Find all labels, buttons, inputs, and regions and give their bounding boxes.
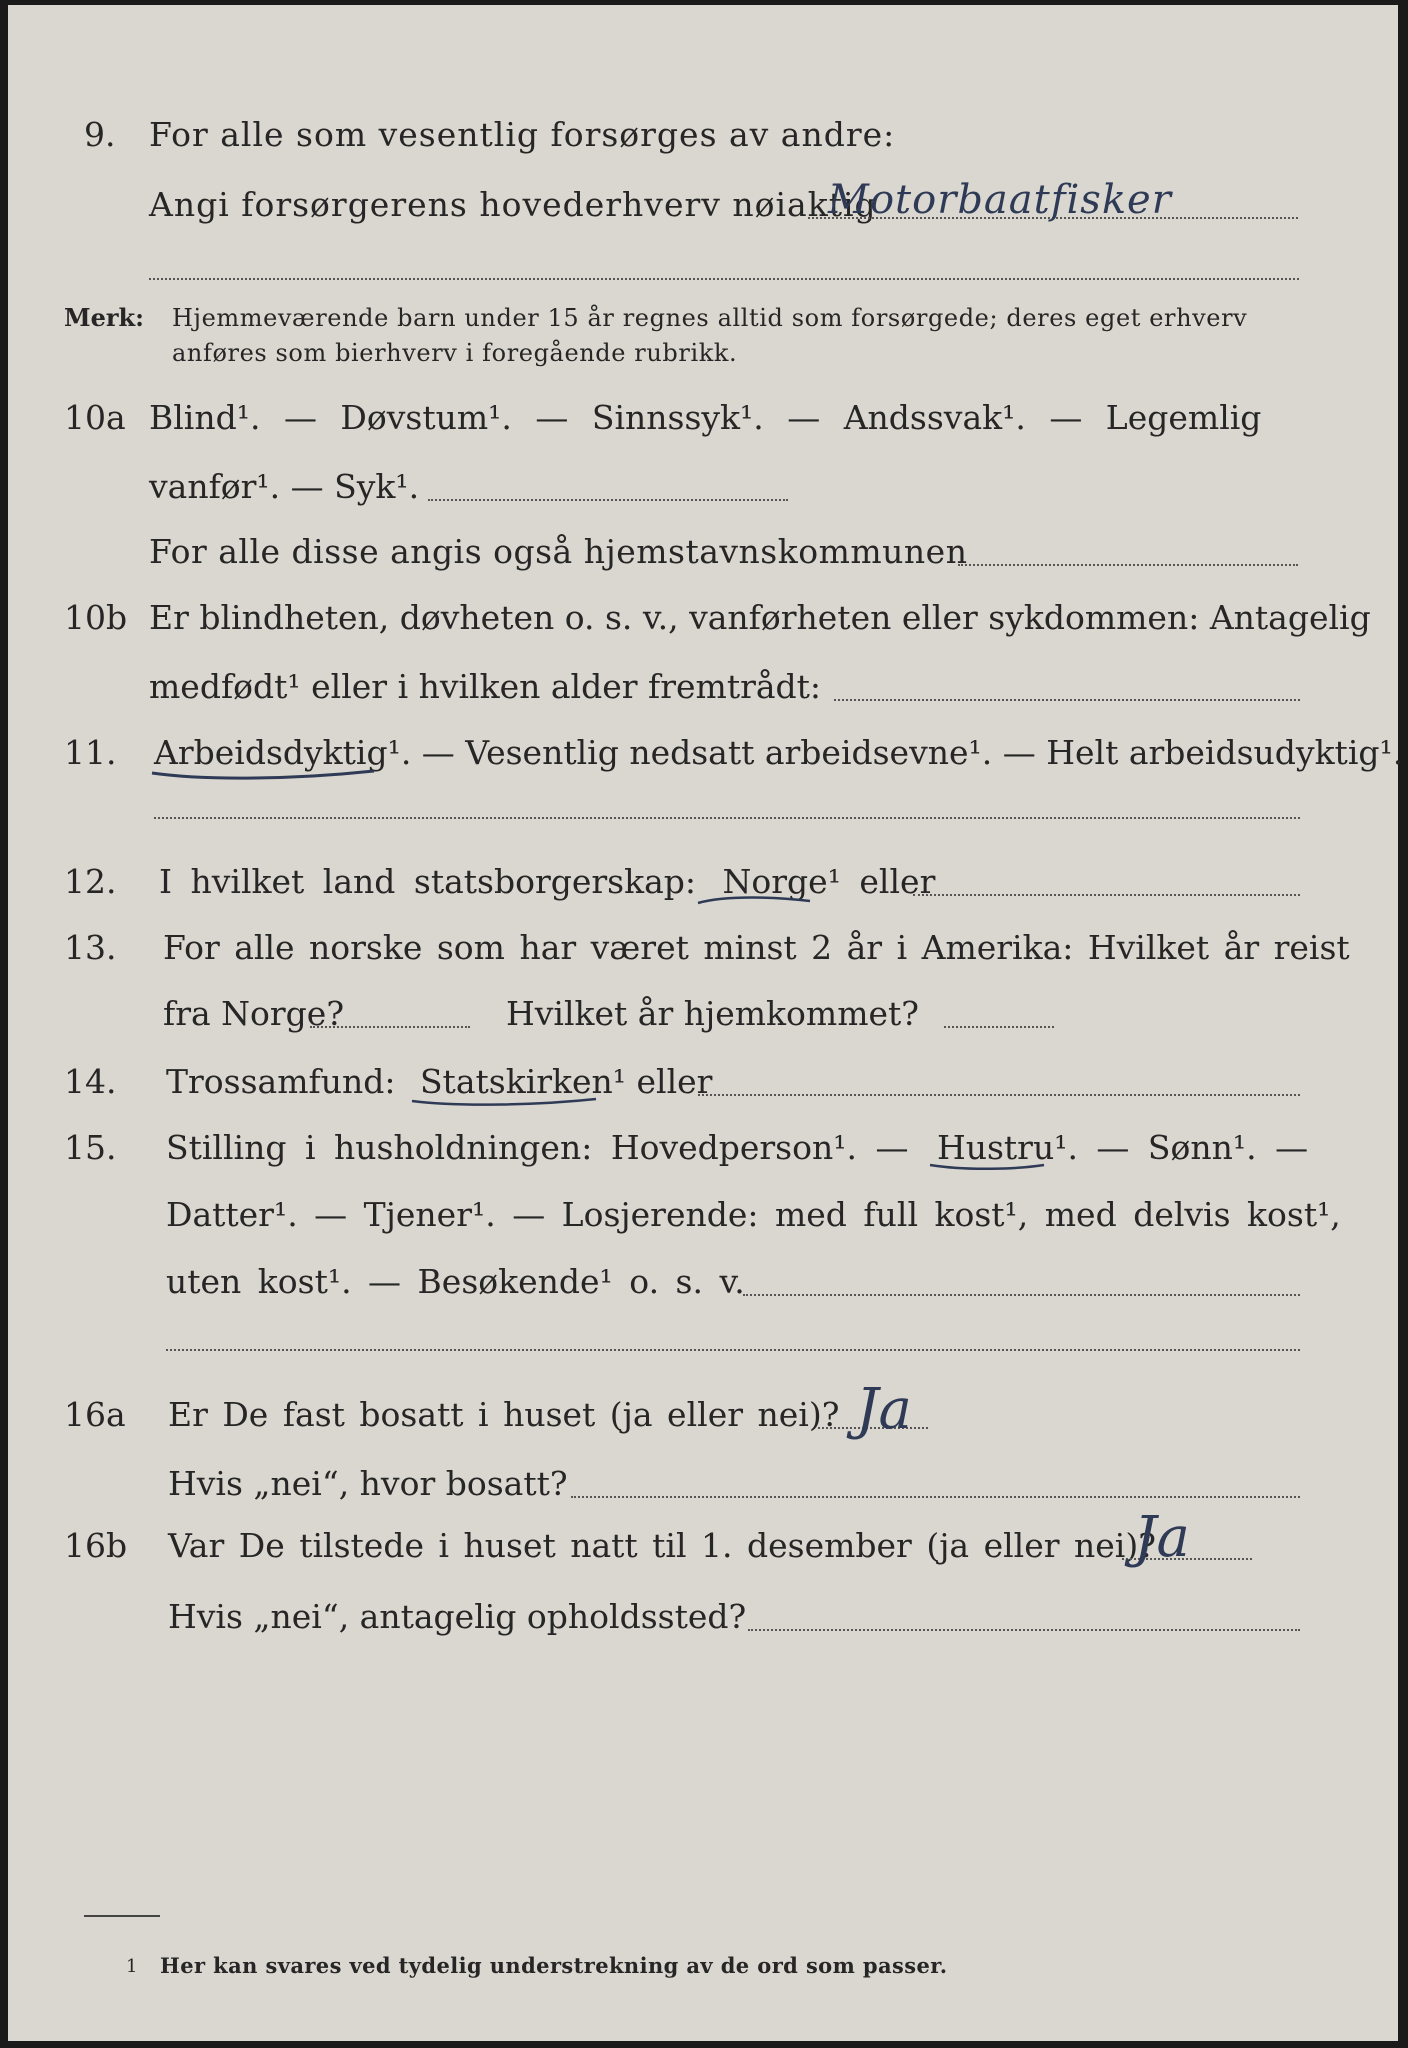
q9-answer: Motorbaatfisker bbox=[828, 177, 1172, 223]
q10a-hometown-line bbox=[958, 564, 1298, 566]
q13-line1: For alle norske som har været minst 2 år i Amerika: Hvilket år reist bbox=[163, 928, 1350, 967]
q15-answer-line bbox=[743, 1294, 1300, 1296]
q16b-number: 16b bbox=[64, 1526, 128, 1565]
q12-underline-mark bbox=[696, 893, 814, 909]
q14-underline-mark bbox=[410, 1093, 600, 1109]
q16b-line2: Hvis „nei“, antagelig opholdssted? bbox=[168, 1597, 747, 1636]
q12-option-norge: Norge bbox=[722, 862, 828, 901]
q13-return-line bbox=[944, 1026, 1054, 1028]
q10a-answer-line bbox=[428, 499, 788, 501]
q16b-whereabouts-line bbox=[748, 1629, 1300, 1631]
q12-number: 12. bbox=[64, 862, 117, 901]
q14-option-statskirken: Statskirken bbox=[419, 1062, 613, 1101]
q9-extra-line bbox=[149, 278, 1299, 280]
q12-answer-line bbox=[913, 894, 1300, 896]
q11-answer-line bbox=[154, 817, 1300, 819]
q11-option-arbeidsdyktig: Arbeidsdyktig¹ bbox=[154, 733, 401, 772]
q15-line1 bbox=[166, 1128, 1308, 1168]
footnote-text: Her kan svares ved tydelig understrekning av de ord som passer. bbox=[160, 1953, 948, 1978]
q10a-line1: Blind¹. — Døvstum¹. — Sinnssyk¹. — Andssvak¹. — Legemlig bbox=[149, 398, 1262, 437]
q15-underline-mark bbox=[928, 1159, 1048, 1175]
q15-extra-line bbox=[166, 1349, 1300, 1351]
q13-departure-line bbox=[310, 1026, 470, 1028]
q16a-line2: Hvis „nei“, hvor bosatt? bbox=[168, 1464, 568, 1503]
q12-text bbox=[159, 862, 935, 902]
q9-line2: Angi forsørgerens hovederhverv nøiaktig bbox=[149, 185, 877, 224]
form-page bbox=[8, 5, 1404, 2041]
footnote-mark: 1 bbox=[126, 1956, 138, 1977]
q13-number: 13. bbox=[64, 928, 117, 967]
q10a-number: 10a bbox=[64, 398, 126, 437]
q16b-answer: Ja bbox=[1134, 1505, 1190, 1570]
q10a-line3: For alle disse angis også hjemstavnskommunen bbox=[149, 532, 968, 571]
q12-post: ¹ eller bbox=[827, 862, 936, 901]
q14-answer-line bbox=[698, 1094, 1300, 1096]
q10b-line1: Er blindheten, døvheten o. s. v., vanførheten eller sykdommen: Antagelig bbox=[149, 598, 1371, 637]
q15-line1a: Stilling i husholdningen: Hovedperson¹. — bbox=[166, 1128, 909, 1167]
q15-option-hustru: Hustru bbox=[936, 1128, 1055, 1167]
q15-line2: Datter¹. — Tjener¹. — Losjerende: med full kost¹, med delvis kost¹, bbox=[166, 1195, 1341, 1234]
q15-line1b: ¹. — Sønn¹. — bbox=[1054, 1128, 1309, 1167]
q11-rest: . — Vesentlig nedsatt arbeidsevne¹. — Helt arbeidsudyktig¹. bbox=[400, 733, 1404, 772]
q16a-line1: Er De fast bosatt i huset (ja eller nei)? bbox=[168, 1395, 840, 1434]
q12-pre: I hvilket land statsborgerskap: bbox=[159, 862, 697, 901]
q10b-line2: medfødt¹ eller i hvilken alder fremtrådt: bbox=[149, 667, 822, 706]
q13-line2b: Hvilket år hjemkommet? bbox=[506, 994, 919, 1033]
q10a-line2: vanfør¹. — Syk¹. bbox=[149, 467, 420, 506]
q16a-residence-line bbox=[571, 1496, 1300, 1498]
q13-line2a: fra Norge? bbox=[163, 994, 345, 1033]
q11-underline-mark bbox=[148, 765, 378, 785]
q14-number: 14. bbox=[64, 1062, 117, 1101]
q15-number: 15. bbox=[64, 1128, 117, 1167]
q14-post: ¹ eller bbox=[612, 1062, 713, 1101]
q16a-number: 16a bbox=[64, 1395, 126, 1434]
q16b-line1: Var De tilstede i huset natt til 1. desember (ja eller nei)? bbox=[168, 1526, 1156, 1565]
q9-number: 9. bbox=[84, 115, 116, 154]
footnote-rule bbox=[84, 1915, 160, 1917]
q10b-number: 10b bbox=[64, 598, 128, 637]
q10b-answer-line bbox=[834, 699, 1300, 701]
q16a-answer: Ja bbox=[856, 1377, 912, 1442]
merk-line1: Hjemmeværende barn under 15 år regnes alltid som forsørgede; deres eget erhverv bbox=[172, 304, 1248, 332]
q11-number: 11. bbox=[64, 733, 117, 772]
q15-line3: uten kost¹. — Besøkende¹ o. s. v. bbox=[166, 1262, 745, 1301]
q14-pre: Trossamfund: bbox=[166, 1062, 396, 1101]
merk-label: Merk: bbox=[64, 303, 144, 332]
merk-line2: anføres som bierhverv i foregående rubrikk. bbox=[172, 339, 738, 367]
q9-line1: For alle som vesentlig forsørges av andre: bbox=[149, 115, 896, 154]
